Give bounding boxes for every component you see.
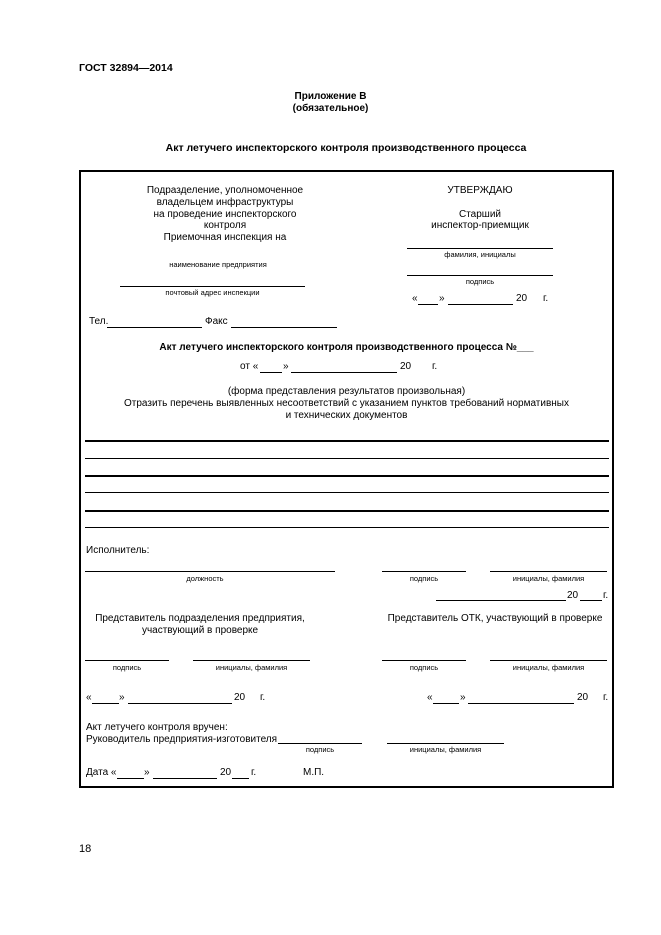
enterprise-rep-line-2: участвующий в проверке — [141, 625, 259, 636]
delivery-sign-caption: подпись — [305, 745, 335, 754]
executor-sign-line — [382, 571, 466, 572]
otk-day-line — [433, 703, 459, 704]
executor-initials-line — [490, 571, 607, 572]
enterprise-date-open: « — [86, 692, 92, 703]
appendix-title: Приложение В — [294, 91, 367, 102]
approve-date-close: » — [439, 293, 445, 304]
otk-sign-caption: подпись — [409, 663, 439, 672]
footer-date-close: » — [144, 767, 150, 778]
enterprise-initials-caption: инициалы, фамилия — [215, 663, 288, 672]
otk-initials-line — [490, 660, 607, 661]
findings-line-5 — [85, 510, 609, 512]
act-from-close: » — [283, 361, 289, 372]
executor-initials-caption: инициалы, фамилия — [512, 574, 585, 583]
footer-year: 20 — [220, 767, 232, 778]
delivery-sign-line — [278, 743, 362, 744]
sign-line — [407, 275, 553, 276]
approve-month-line — [448, 304, 513, 305]
otk-month-line — [468, 703, 574, 704]
sign-caption: подпись — [465, 277, 495, 286]
otk-year-suffix: г. — [603, 692, 609, 703]
act-from-label: от « — [240, 361, 259, 372]
executor-year-suffix: г. — [603, 590, 609, 601]
act-instruction-2: и технических документов — [285, 410, 408, 421]
enterprise-day-line — [92, 703, 119, 704]
act-day-line — [260, 372, 282, 373]
name-caption: фамилия, инициалы — [444, 250, 516, 259]
approve-date-open: « — [412, 293, 418, 304]
otk-initials-caption: инициалы, фамилия — [512, 663, 585, 672]
findings-line-6 — [85, 527, 609, 528]
position-line-2: инспектор-приемщик — [431, 220, 529, 231]
standard-number: ГОСТ 32894—2014 — [79, 62, 173, 74]
findings-line-1 — [85, 440, 609, 442]
act-title: Акт летучего инспекторского контроля производственного процесса №___ — [159, 342, 534, 353]
act-month-line — [291, 372, 397, 373]
otk-rep-label: Представитель ОТК, участвующий в проверке — [387, 613, 603, 624]
approve-year-suffix: г. — [543, 293, 549, 304]
address-line — [120, 286, 305, 287]
enterprise-month-line — [128, 703, 232, 704]
delivery-initials-caption: инициалы, фамилия — [409, 745, 482, 754]
appendix-subtitle: (обязательное) — [292, 103, 369, 114]
footer-year-line — [232, 778, 249, 779]
act-note: (форма представления результатов произвольная) — [227, 386, 466, 397]
fax-line — [231, 327, 337, 328]
executor-year-line — [580, 600, 602, 601]
left-block-line-3: на проведение инспекторского — [153, 209, 297, 220]
executor-year: 20 — [567, 590, 579, 601]
name-line — [407, 248, 553, 249]
delivery-line-2: Руководитель предприятия-изготовителя — [86, 734, 278, 745]
enterprise-name-caption: наименование предприятия — [169, 260, 267, 269]
enterprise-date-close: » — [119, 692, 125, 703]
enterprise-sign-line — [85, 660, 169, 661]
otk-sign-line — [382, 660, 466, 661]
delivery-initials-line — [387, 743, 504, 744]
executor-position-caption: должность — [186, 574, 224, 583]
findings-line-3 — [85, 475, 609, 477]
act-year-suffix: г. — [432, 361, 438, 372]
findings-line-4 — [85, 492, 609, 493]
delivery-line-1: Акт летучего контроля вручен: — [86, 722, 228, 733]
enterprise-year: 20 — [234, 692, 246, 703]
footer-month-line — [153, 778, 217, 779]
phone-line — [107, 327, 202, 328]
enterprise-year-suffix: г. — [260, 692, 266, 703]
otk-date-open: « — [427, 692, 433, 703]
executor-sign-caption: подпись — [409, 574, 439, 583]
phone-label: Тел. — [89, 316, 109, 327]
footer-day-line — [117, 778, 144, 779]
approve-day-line — [418, 304, 438, 305]
page-number: 18 — [79, 843, 92, 855]
executor-position-line — [85, 571, 335, 572]
footer-date-label: Дата « — [86, 767, 117, 778]
executor-date-line — [436, 600, 566, 601]
executor-label: Исполнитель: — [86, 545, 150, 556]
enterprise-rep-line-1: Представитель подразделения предприятия, — [95, 613, 305, 624]
findings-line-2 — [85, 458, 609, 459]
act-instruction-1: Отразить перечень выявленных несоответствий с указанием пунктов требований нормативных — [124, 398, 569, 409]
left-block-line-4: контроля — [203, 220, 247, 231]
enterprise-initials-line — [193, 660, 310, 661]
otk-date-close: » — [460, 692, 466, 703]
left-block-line-1: Подразделение, уполномоченное — [146, 185, 304, 196]
approve-label: УТВЕРЖДАЮ — [447, 185, 513, 196]
fax-label: Факс — [205, 316, 228, 327]
left-block-line-2: владельцем инфраструктуры — [156, 197, 294, 208]
footer-year-suffix: г. — [251, 767, 257, 778]
act-year: 20 — [400, 361, 412, 372]
position-line-1: Старший — [458, 209, 501, 220]
left-block-line-5: Приемочная инспекция на — [163, 232, 287, 243]
seal-label: М.П. — [303, 767, 325, 778]
enterprise-sign-caption: подпись — [112, 663, 142, 672]
address-caption: почтовый адрес инспекции — [165, 288, 260, 297]
approve-year: 20 — [516, 293, 528, 304]
document-title: Акт летучего инспекторского контроля производственного процесса — [165, 142, 527, 154]
otk-year: 20 — [577, 692, 589, 703]
